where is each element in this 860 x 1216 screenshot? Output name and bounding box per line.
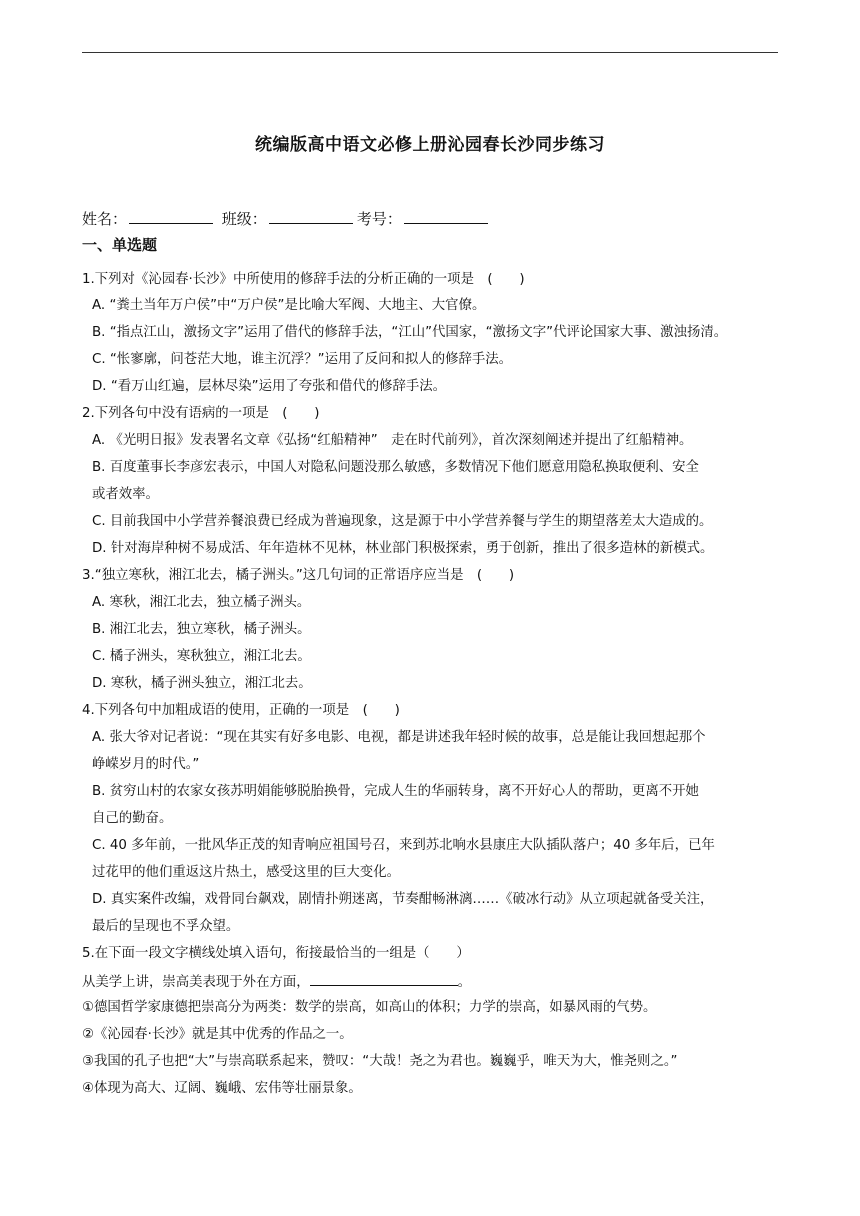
passage-suffix: 。 (457, 975, 472, 990)
option-2b: B. 百度董事长李彦宏表示，中国人对隐私问题没那么敏感，多数情况下他们愿意用隐私换取便利、安全 (92, 460, 699, 475)
header-rule (82, 52, 778, 53)
option-4c-cont: 过花甲的他们重返这片热土，感受这里的巨大变化。 (92, 865, 400, 880)
option-3b: B. 湘江北去，独立寒秋，橘子洲头。 (92, 622, 311, 637)
question-3: 3.“独立寒秋，湘江北去，橘子洲头。”这几句词的正常语序应当是 ( ) (82, 568, 515, 583)
option-1a: A. “粪土当年万户侯”中“万户侯”是比喻大军阀、大地主、大官僚。 (92, 298, 486, 313)
question-4: 4.下列各句中加粗成语的使用，正确的一项是 ( ) (82, 703, 400, 718)
option-2b-cont: 或者效率。 (92, 487, 159, 502)
option-4a-cont: 峥嵘岁月的时代。” (92, 757, 200, 772)
option-4c: C. 40 多年前，一批风华正茂的知青响应祖国号召，来到苏北响水县康庄大队插队落户；40 多年后，已年 (92, 838, 715, 853)
option-4b: B. 贫穷山村的农家女孩苏明娟能够脱胎换骨，完成人生的华丽转身，离不开好心人的帮助，更离不开她 (92, 784, 699, 799)
option-2c: C. 目前我国中小学营养餐浪费已经成为普遍现象，这是源于中小学营养餐与学生的期望落差太大造成的。 (92, 514, 713, 529)
option-1b: B. “指点江山，激扬文字”运用了借代的修辞手法，“江山”代国家，“激扬文字”代评论国家大事、激浊扬清。 (92, 325, 728, 340)
option-4a: A. 张大爷对记者说：“现在其实有好多电影、电视，都是讲述我年轻时候的故事，总是能让我回想起那个 (92, 730, 706, 745)
option-4d: D. 真实案件改编，戏骨同台飙戏，剧情扑朔迷离，节奏酣畅淋漓……《破冰行动》从立项起就备受关注， (92, 892, 714, 907)
class-blank (269, 209, 353, 224)
statement-2: ②《沁园春·长沙》就是其中优秀的作品之一。 (82, 1027, 353, 1042)
passage-prefix: 从美学上讲，崇高美表现于外在方面， (82, 975, 310, 990)
option-4d-cont: 最后的呈现也不孚众望。 (92, 919, 240, 934)
statement-1: ①德国哲学家康德把崇高分为两类：数学的崇高，如高山的体积；力学的崇高，如暴风雨的气势。 (82, 1000, 657, 1015)
question-5: 5.在下面一段文字横线处填入语句，衔接最恰当的一组是（ ） (82, 946, 470, 961)
section-heading: 一、单选题 (82, 236, 158, 254)
number-blank (404, 209, 488, 224)
fill-in-blank (310, 972, 458, 986)
statement-3: ③我国的孔子也把“大”与崇高联系起来，赞叹：“大哉！尧之为君也。巍巍乎，唯天为大，惟尧则之。” (82, 1054, 678, 1069)
option-1d: D. “看万山红遍，层林尽染”运用了夸张和借代的修辞手法。 (92, 379, 447, 394)
option-1c: C. “怅寥廓，问苍茫大地，谁主沉浮？”运用了反问和拟人的修辞手法。 (92, 352, 513, 367)
option-3a: A. 寒秋，湘江北去，独立橘子洲头。 (92, 595, 311, 610)
student-info-line (82, 208, 492, 229)
name-label: 姓名： (82, 210, 128, 228)
option-2a: A. 《光明日报》发表署名文章《弘扬“红船精神” 走在时代前列》，首次深刻阐述并提出了红船精神。 (92, 433, 693, 448)
option-2d: D. 针对海岸种树不易成活、年年造林不见林，林业部门积极探索，勇于创新，推出了很多造林的新模式。 (92, 541, 714, 556)
class-label: 班级： (221, 210, 267, 228)
question-2: 2.下列各句中没有语病的一项是 ( ) (82, 406, 320, 421)
number-label: 考号： (356, 210, 402, 228)
option-3c: C. 橘子洲头，寒秋独立，湘江北去。 (92, 649, 311, 664)
option-3d: D. 寒秋，橘子洲头独立，湘江北去。 (92, 676, 312, 691)
page-title: 统编版高中语文必修上册沁园春长沙同步练习 (255, 135, 605, 155)
name-blank (129, 209, 213, 224)
statement-4: ④体现为高大、辽阔、巍峨、宏伟等壮丽景象。 (82, 1081, 362, 1096)
question-1: 1.下列对《沁园春·长沙》中所使用的修辞手法的分析正确的一项是 ( ) (82, 272, 525, 287)
question-5-passage (82, 972, 471, 992)
option-4b-cont: 自己的勤奋。 (92, 811, 173, 826)
